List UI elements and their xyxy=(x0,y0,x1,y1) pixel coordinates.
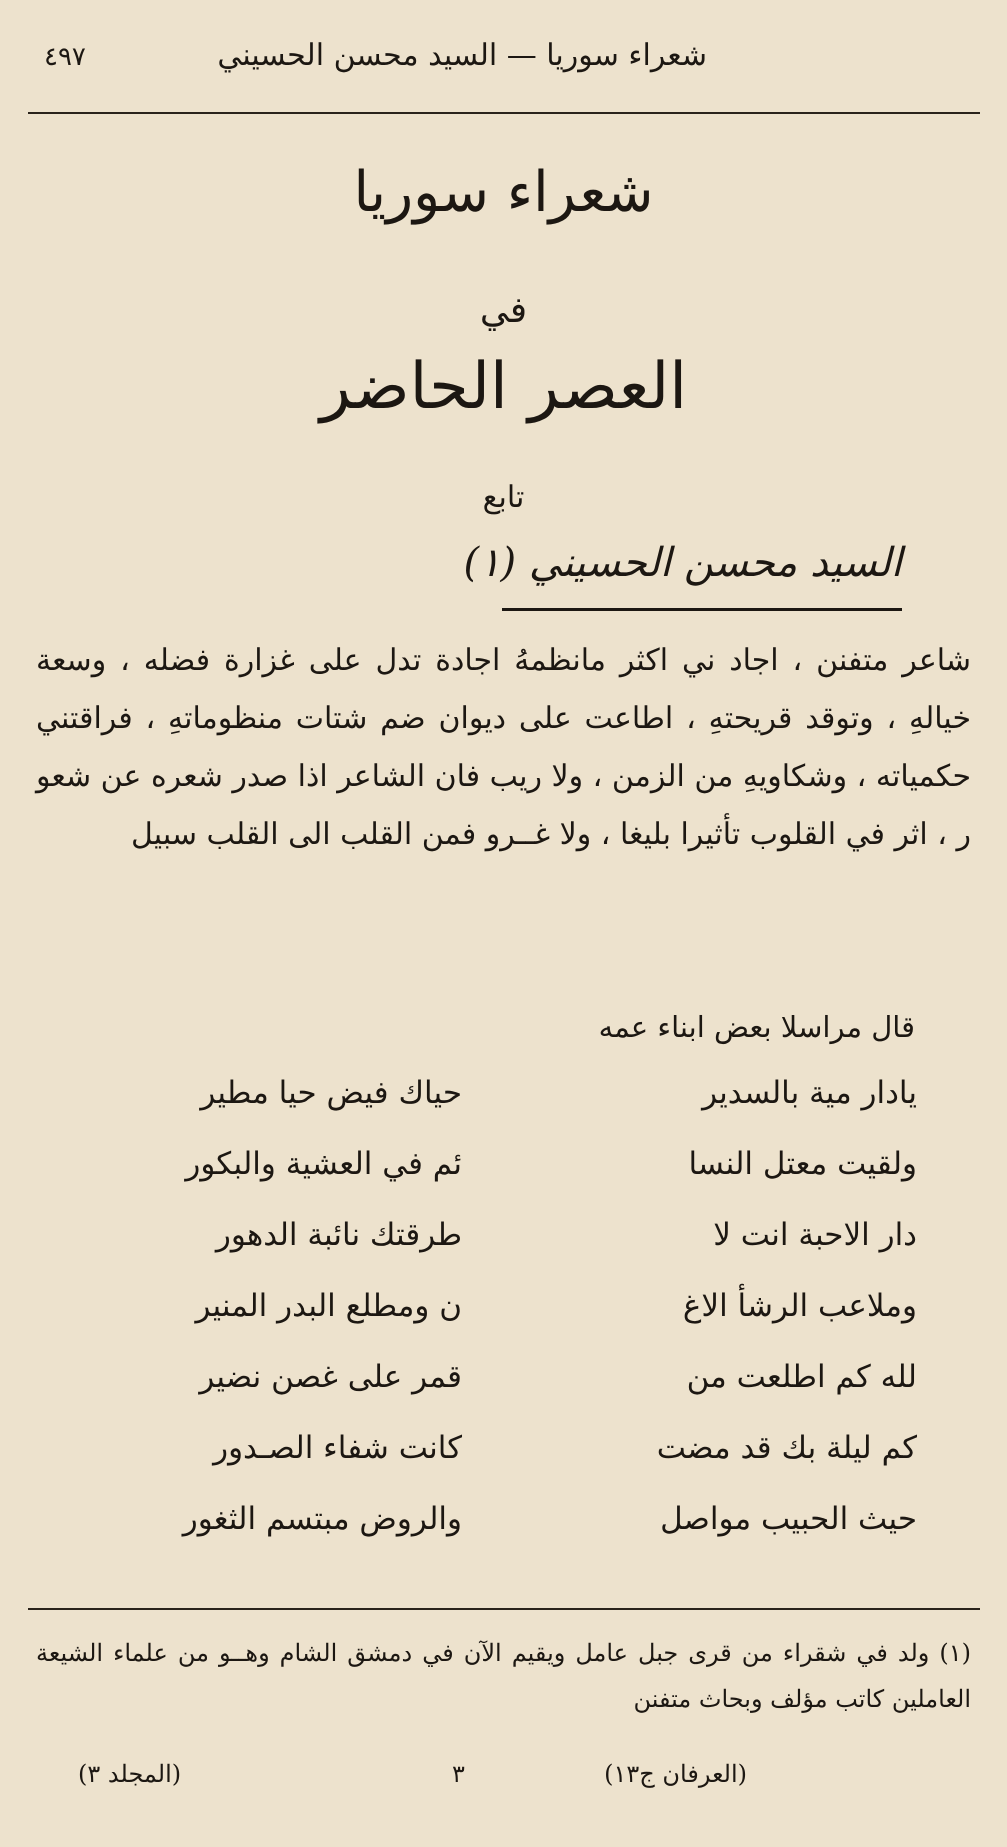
article-title-connector: في xyxy=(479,290,528,331)
verse-line xyxy=(0,1146,1007,1206)
verse-line xyxy=(0,1288,1007,1348)
verse-second-hemistich: طرقتك نائبة الدهور xyxy=(215,1217,462,1253)
intro-paragraph: شاعر متفنن ، اجاد ني اكثر مانظمهُ اجادة تدل على غزارة فضله ، وسعة خيالهِ ، وتوقد قريحتهِ ، اطاعت على ديوان ضم شتات منظوماتهِ ، فراقتني حكمياته ، وشكاويهِ من الزمن ، ولا ريب فان الشاعر اذا صدر شعره عن شعو ر ، اثر في القلوب تأثيرا بليغا ، ولا غــرو فمن القلب الى القلب سبيل xyxy=(36,643,972,852)
verse-second-hemistich: حياك فيض حيا مطير xyxy=(200,1075,462,1111)
poem xyxy=(0,1075,1007,1575)
verse-second-hemistich: والروض مبتسم الثغور xyxy=(182,1501,462,1537)
page-number: ٤٩٧ xyxy=(44,42,86,72)
verse-first-hemistich: وملاعب الرشأ الاغ xyxy=(682,1288,917,1324)
verse-first-hemistich: يادار مية بالسدير xyxy=(702,1075,917,1111)
article-subtitle: العصر الحاضر xyxy=(319,350,688,424)
journal-issue: (العرفان ج١٣) xyxy=(604,1760,747,1788)
verse-first-hemistich: ولقيت معتل النسا xyxy=(688,1146,917,1182)
running-head xyxy=(0,30,1007,90)
verse-line xyxy=(0,1075,1007,1135)
verse-line xyxy=(0,1359,1007,1419)
verse-second-hemistich: كانت شفاء الصـدور xyxy=(213,1430,462,1466)
verse-line xyxy=(0,1501,1007,1561)
verse-second-hemistich: قمر على غصن نضير xyxy=(199,1359,462,1395)
verse-second-hemistich: ئم في العشية والبكور xyxy=(185,1146,462,1182)
continued-label: تابع xyxy=(482,480,525,515)
verse-line xyxy=(0,1430,1007,1490)
top-divider xyxy=(28,112,980,114)
poet-name: السيد محسن الحسيني (١) xyxy=(463,540,902,586)
verse-first-hemistich: دار الاحبة انت لا xyxy=(713,1217,917,1253)
volume-label: (المجلد ٣) xyxy=(78,1760,182,1788)
verse-first-hemistich: كم ليلة بك قد مضت xyxy=(656,1430,917,1466)
verse-line xyxy=(0,1217,1007,1277)
running-head-title: شعراء سوريا — السيد محسن الحسيني xyxy=(217,38,707,73)
verse-first-hemistich: حيث الحبيب مواصل xyxy=(660,1501,917,1537)
poet-name-underline xyxy=(502,608,902,611)
verses-intro: قال مراسلا بعض ابناء عمه xyxy=(598,1010,915,1044)
verse-second-hemistich: ن ومطلع البدر المنير xyxy=(195,1288,462,1324)
page-footer xyxy=(0,1760,1007,1800)
footnote-divider xyxy=(28,1608,980,1610)
footnote: (١) ولد في شقراء من قرى جبل عامل ويقيم الآن في دمشق الشام وهــو من علماء الشيعة العاملين كاتب مؤلف وبحاث متفنن xyxy=(36,1639,971,1713)
verse-first-hemistich: لله كم اطلعت من xyxy=(686,1359,917,1395)
signature-mark: ٣ xyxy=(452,1760,465,1788)
article-title: شعراء سوريا xyxy=(353,160,654,225)
